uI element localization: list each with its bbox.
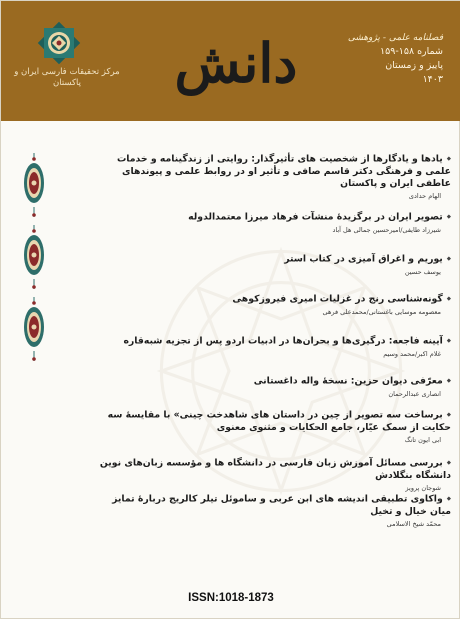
islamic-star-emblem-icon [37,21,81,65]
article-title: ◆ واکاوی تطبیقی اندیشه های ابن عربی و ساموئل تیلر کالریج دربارهٔ تمایز میان خیال و تخیل [91,493,451,518]
article-authors: انصاری عبدالرحمان [388,389,441,398]
journal-type: فصلنامه علمی - پژوهشی [347,33,443,43]
article-title: ◆ یوریم و اغراق آمیزی در کتاب استر [91,253,451,266]
article-authors: شوجان پرویز [405,483,441,492]
article-authors: ابی ایون تانگ [404,435,441,444]
article-item [91,409,451,445]
article-title: ◆ آیینه فاجعه: درگیری‌ها و بحران‌ها در ادبیات اردو پس از تجزیه شبه‌قاره [91,335,451,348]
issue-number: شماره ۱۵۸-۱۵۹ [380,46,443,57]
article-item [91,457,451,493]
article-item [91,493,451,529]
article-authors: غلام اکبر/محمد وسیم [383,349,441,358]
article-title: ◆ معرّفی دیوان حزین: نسخهٔ واله داغستانی [91,375,451,388]
issue-year: ۱۴۰۳ [422,74,443,85]
article-title: ◆ برساخت سه تصویر از چین در داستان های شاهدخت چینی» با مقایسهٔ سه حکایت از سمک عیّار، جامع الحکایات و مثنوی معنوی [91,409,451,434]
issn-number: ISSN:1018-1873 [188,592,274,604]
article-item [91,335,451,359]
journal-logo: دانش [174,31,298,95]
article-authors: الهام حدادی [408,191,441,200]
center-name: مرکز تحقیقات فارسی ایران و پاکستان [14,67,120,88]
article-item [91,253,451,277]
article-authors: شیرزاد طایفی/امیرحسین جمالی هل آباد [332,225,441,234]
article-title: ◆ تصویر ایران در برگزیدهٔ منشآت فرهاد میرزا معتمدالدوله [91,211,451,224]
arabesque-medallion-icon [23,223,45,293]
cover-header [1,1,460,121]
article-item [91,211,451,235]
article-authors: یوسف حسین [404,267,441,276]
arabesque-medallion-icon [23,295,45,365]
article-authors: معصومه موسایی باغستانی/محمدعلی فرهی [322,307,441,316]
article-title: ◆ گونه‌شناسی رنج در غزلیات امیری فیروزکوهی [91,293,451,306]
article-title: ◆ بررسی مسائل آموزش زبان فارسی در دانشگاه ها و مؤسسه زبان‌های نوین دانشگاه بنگلادش [91,457,451,482]
issue-info [331,31,443,87]
article-item [91,293,451,317]
article-item [91,375,451,399]
article-authors: محمّد شیخ الاسلامی [386,519,441,528]
article-title: ◆ یادها و یادگارها از شخصیت های تأثیرگذار: روایتی از زندگینامه و خدمات علمی و فرهنگی دکتر قاسم صافی و تأثیر او در روابط علمی و پیوندهای عاطفی ایران و پاکستان [91,153,451,190]
arabesque-medallion-icon [23,151,45,221]
issue-season: پاییز و زمستان [385,60,443,71]
article-item [91,153,451,201]
